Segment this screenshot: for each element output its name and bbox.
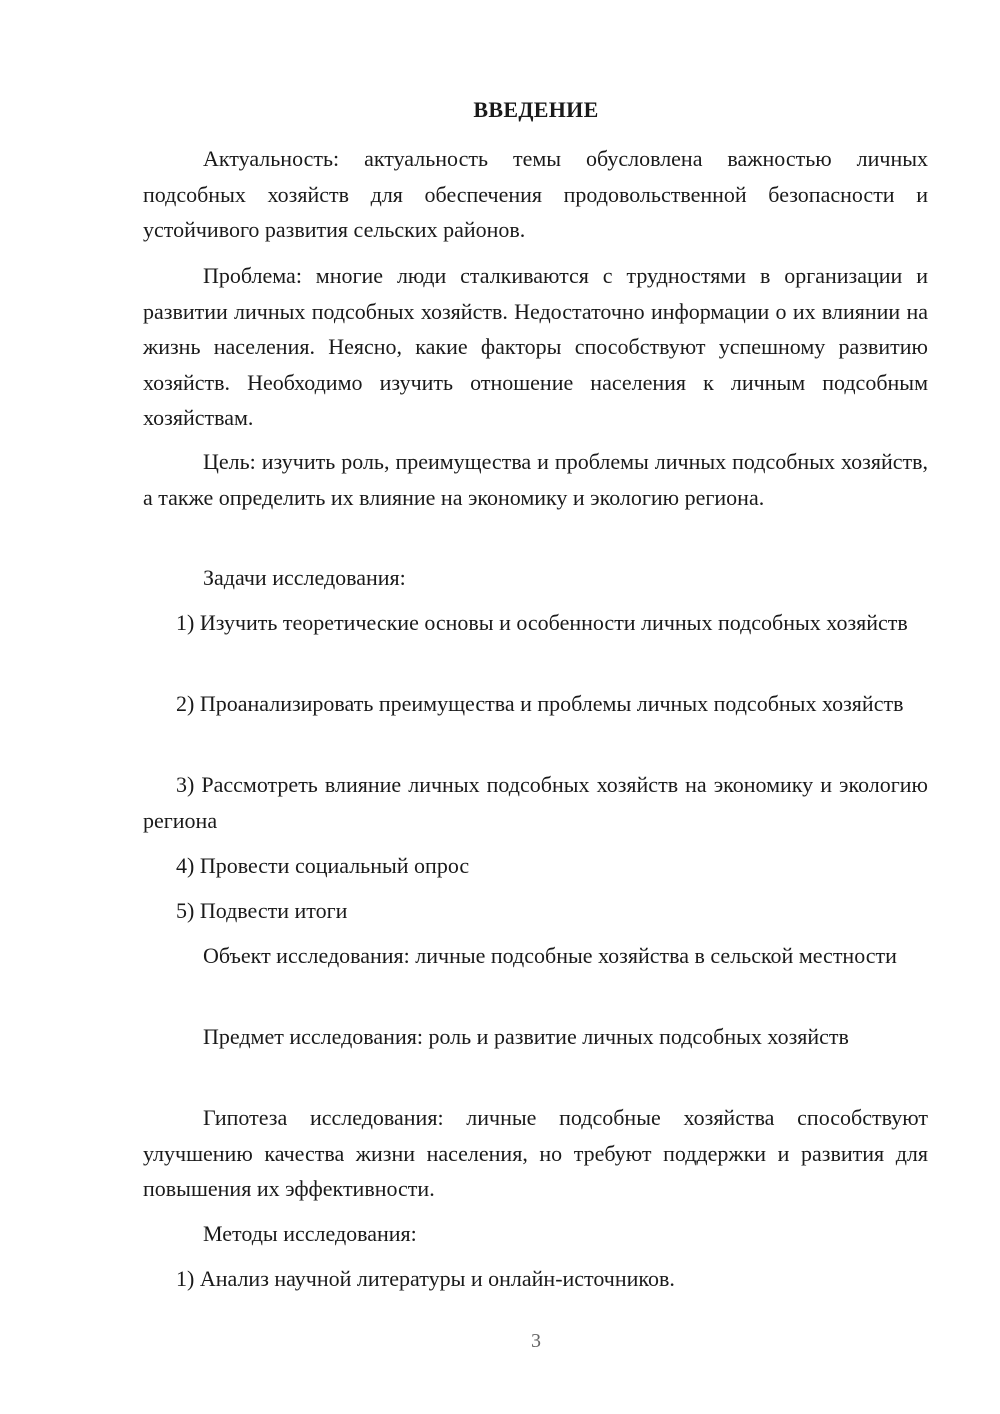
section-title: ВВЕДЕНИЕ: [473, 97, 599, 122]
paragraph-relevance: Актуальность: актуальность темы обусловлена важностью личных подсобных хозяйств для обеспечения продовольственной безопасности и устойчивого развития сельских районов.: [143, 146, 928, 242]
page-number: 3: [531, 1330, 541, 1352]
paragraph-object: Объект исследования: личные подсобные хозяйства в сельской местности: [203, 943, 897, 968]
task-item-5: 5) Подвести итоги: [176, 898, 348, 923]
paragraph-subject: Предмет исследования: роль и развитие личных подсобных хозяйств: [203, 1024, 849, 1049]
task-item-4: 4) Провести социальный опрос: [176, 853, 470, 878]
methods-heading: Методы исследования:: [203, 1221, 417, 1246]
paragraph-hypothesis: Гипотеза исследования: личные подсобные хозяйства способствуют улучшению качества жизни населения, но требуют поддержки и развития для повышения их эффективности.: [143, 1105, 928, 1201]
paragraph-problem: Проблема: многие люди сталкиваются с трудностями в организации и развитии личных подсобных хозяйств. Недостаточно информации о их влиянии на жизнь населения. Неясно, какие факторы способствуют успешному развитию хозяйств. Необходимо изучить отношение населения к личным подсобным хозяйствам.: [143, 263, 928, 430]
paragraph-goal: Цель: изучить роль, преимущества и проблемы личных подсобных хозяйств, а также определить их влияние на экономику и экологию региона.: [143, 449, 928, 510]
tasks-heading: Задачи исследования:: [203, 565, 406, 590]
task-item-2: 2) Проанализировать преимущества и проблемы личных подсобных хозяйств: [176, 691, 904, 716]
task-item-1: 1) Изучить теоретические основы и особенности личных подсобных хозяйств: [176, 610, 908, 635]
task-item-3: 3) Рассмотреть влияние личных подсобных хозяйств на экономику и экологию региона: [143, 772, 928, 833]
method-item-1: 1) Анализ научной литературы и онлайн-источников.: [176, 1266, 675, 1291]
